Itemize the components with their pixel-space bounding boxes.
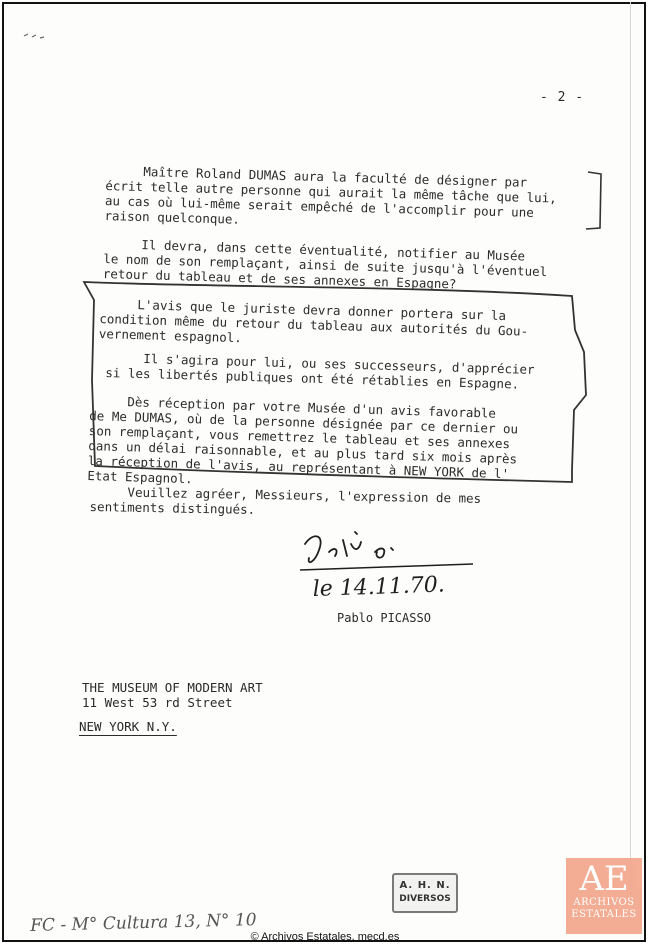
- typed-signature-name: Pablo PICASSO: [337, 611, 431, 625]
- page-number: - 2 -: [540, 90, 585, 105]
- archive-stamp: [392, 873, 458, 913]
- logo-letters: AE: [579, 859, 629, 899]
- paragraph-substitute-designation: Maître Roland DUMAS aura la faculté de désigner par écrit telle autre personne qui aurait la même tâche que lui, au cas où lui-même serait empêché de l'accomplir pour une raison quelconque.: [104, 163, 557, 227]
- paragraph-closing: Veuillez agréer, Messieurs, l'expression de mes sentiments distingués.: [89, 484, 482, 517]
- stamp-line-1: A. H. N.: [399, 880, 451, 891]
- handwritten-signature: [295, 522, 485, 612]
- paragraph-notification: Il devra, dans cette éventualité, notifier au Musée le nom de son remplaçant, ainsi de suite jusqu'à l'éventuel retour du tableau et de ses annexes en Espagne?: [102, 236, 548, 292]
- logo-line-2: ESTATALES: [571, 909, 637, 920]
- handwritten-reference: FC - M° Cultura 13, N° 10: [30, 910, 257, 936]
- paragraph-return-of-painting: Dès réception par votre Musée d'un avis favorable de Me DUMAS, où de la personne désignée par ce dernier ou son remplaçant, vous remettrez le tableau et ses annexes dans un délai raisonnable, et au plus tard six mois après la réception de l'avis, au représentant à NEW YORK de l' Etat Espagnol.: [87, 393, 519, 487]
- recipient-city: NEW YORK N.Y.: [79, 719, 177, 734]
- recipient-address: THE MUSEUM OF MODERN ART 11 West 53 rd Street: [82, 680, 263, 710]
- paragraph-public-liberties: Il s'agira pour lui, ou ses successeurs, d'apprécier si les libertés publiques ont été rétablies en Espagne.: [105, 350, 535, 392]
- archivos-estatales-logo: [566, 858, 642, 934]
- logo-line-1: ARCHIVOS: [573, 897, 635, 908]
- paragraph-legal-opinion: L'avis que le juriste devra donner portera sur la condition même du retour du tableau aux autorités du Gou- vernement espagnol.: [98, 296, 529, 346]
- handwritten-date: le 14.11.70.: [312, 572, 446, 602]
- stamp-line-2: DIVERSOS: [399, 894, 451, 904]
- copyright-credit: © Archivos Estatales, mecd.es: [250, 931, 400, 943]
